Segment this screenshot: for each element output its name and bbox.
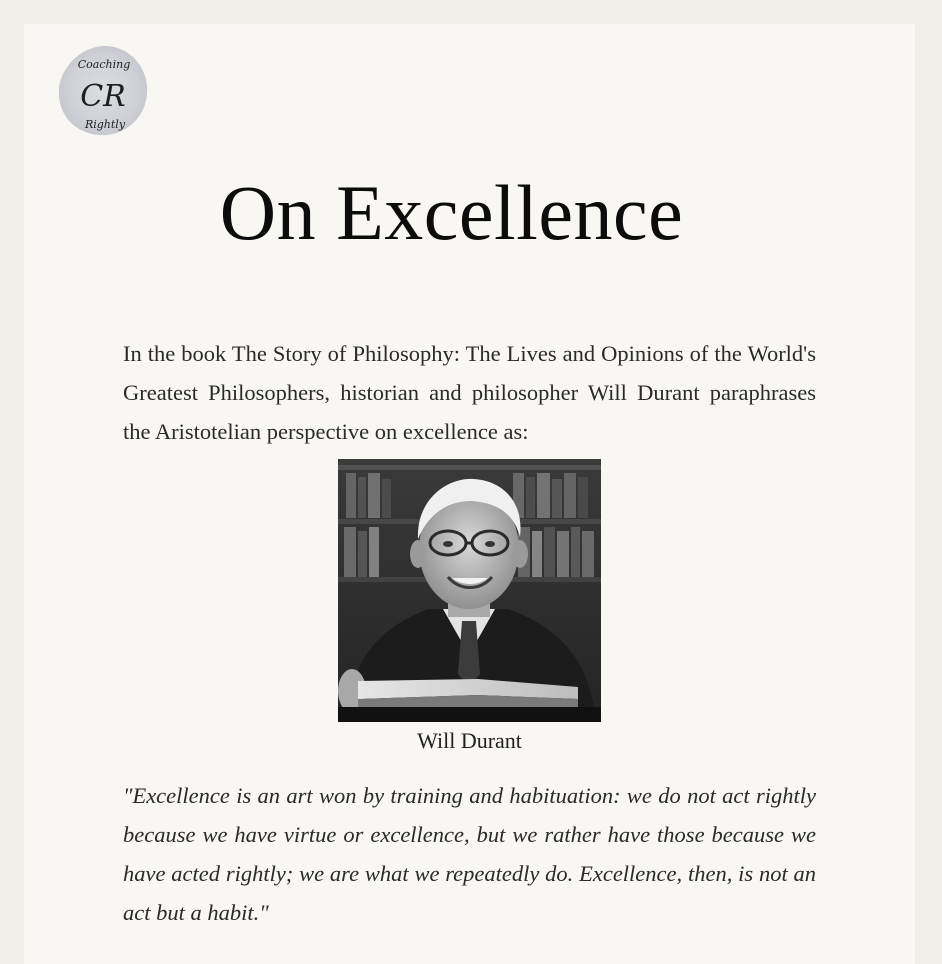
intro-paragraph: In the book The Story of Philosophy: The Lives and Opinions of the World's Greatest Philosophers, historian and philosopher Will Durant paraphrases the Aristotelian perspective on excellence as: [123,341,816,444]
logo-top-text: Coaching [77,58,131,71]
page-title: On Excellence [219,169,684,256]
logo-monogram: CR [80,79,126,114]
will-durant-photo [338,459,601,722]
logo-bottom-text: Rightly [84,118,126,131]
logo-badge [55,42,151,138]
excellence-quote: "Excellence is an art won by training and habituation: we do not act rightly because we have virtue or excellence, but we rather have those because we have acted rightly; we are what we repeatedly do. Excellence, then, is not an act but a habit." [123,783,816,925]
image-caption: Will Durant [417,728,522,753]
article-page [24,24,915,964]
portrait-image [338,459,601,722]
coaching-rightly-logo[interactable] [55,42,151,138]
